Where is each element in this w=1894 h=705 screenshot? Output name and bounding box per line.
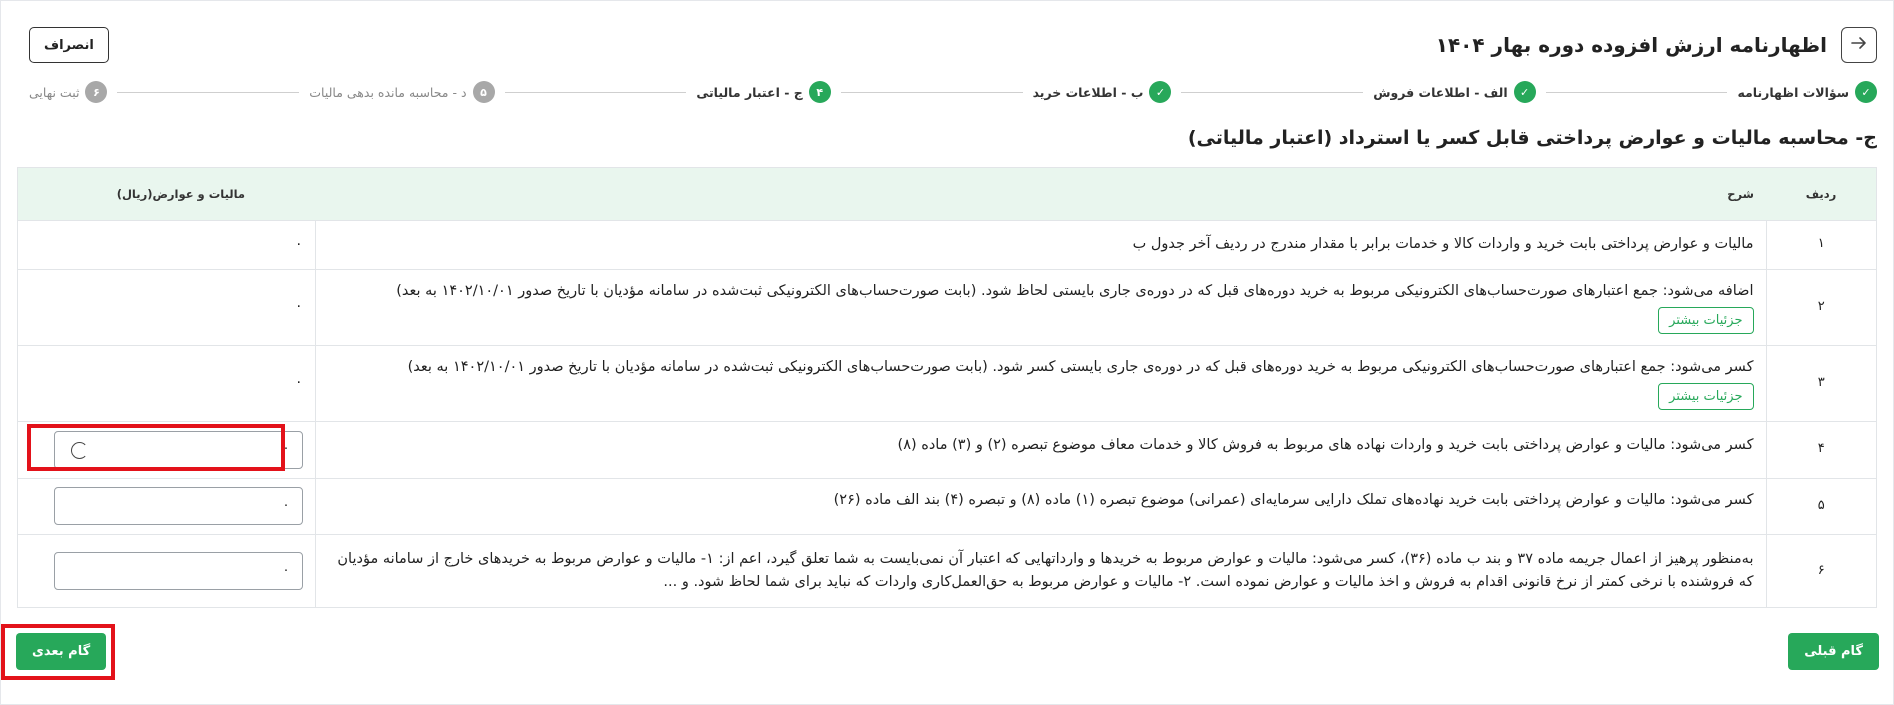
loading-spinner-icon <box>71 442 88 459</box>
row-number: ۳ <box>1766 345 1876 421</box>
amount-cell <box>18 345 315 421</box>
amount-cell <box>18 421 315 478</box>
table-row <box>18 534 1876 607</box>
more-details-button[interactable]: جزئیات بیشتر <box>1658 307 1753 334</box>
amount-value: ۰ <box>295 374 303 391</box>
page-title: اظهارنامه ارزش افزوده دوره بهار ۱۴۰۴ <box>1435 33 1827 57</box>
row-number: ۲ <box>1766 269 1876 345</box>
row-description: کسر می‌شود: مالیات و عوارض پرداختی بابت خرید نهاده‌های تملک دارایی سرمایه‌ای (عمرانی) موضوع تبصره (۱) ماده (۸) و تبصره (۴) بند الف ماده (۲۶) <box>315 478 1766 534</box>
row-description: کسر می‌شود: مالیات و عوارض پرداختی بابت خرید و واردات نهاده های مربوط به فروش کالا و خدمات معاف موضوع تبصره (۲) و (۳) ماده (۸) <box>315 421 1766 478</box>
step-final[interactable] <box>29 81 107 103</box>
step-connector <box>505 92 687 93</box>
amount-input[interactable] <box>54 431 303 469</box>
step-connector <box>1181 92 1363 93</box>
table-row <box>18 478 1876 534</box>
row-description: اضافه می‌شود: جمع اعتبارهای صورت‌حساب‌های الکترونیکی مربوط به خرید دوره‌های قبل که در دوره‌ی جاری بایستی لحاظ شود. (بابت صورت‌حساب‌های الکترونیکی ثبت‌شده در سامانه مؤدیان با تاریخ صدور ۱۴۰۲/۱۰/۰۱ به بعد) <box>396 283 1754 300</box>
step-label: د - محاسبه مانده بدهی مالیات <box>309 84 467 100</box>
amount-value: ۰ <box>295 235 303 252</box>
amount-input-value: ۰ <box>282 441 290 457</box>
check-icon: ✓ <box>1149 81 1171 103</box>
amount-cell <box>18 269 315 345</box>
table-row <box>18 220 1876 269</box>
arrow-right-icon <box>1850 34 1868 56</box>
row-description: کسر می‌شود: جمع اعتبارهای صورت‌حساب‌های الکترونیکی مربوط به خرید دوره‌های قبل که در دوره‌ی جاری بایستی کسر شود. (بابت صورت‌حساب‌های الکترونیکی ثبت‌شده در سامانه مؤدیان با تاریخ صدور ۱۴۰۲/۱۰/۰۱ به بعد) <box>407 359 1754 376</box>
step-label: ثبت نهایی <box>29 84 80 100</box>
amount-cell <box>18 534 315 607</box>
next-step-button[interactable]: گام بعدی <box>16 633 106 670</box>
amount-input[interactable] <box>54 552 303 590</box>
amount-cell <box>18 478 315 534</box>
step-questions[interactable] <box>1737 81 1877 103</box>
step-tax-credit[interactable] <box>696 81 830 103</box>
row-description-cell <box>315 269 1766 345</box>
step-connector <box>1546 92 1728 93</box>
column-header-row: ردیف <box>1766 168 1876 220</box>
row-number: ۵ <box>1766 478 1876 534</box>
step-number: ۵ <box>473 81 495 103</box>
table-row <box>18 269 1876 345</box>
amount-cell <box>18 220 315 269</box>
step-label: ب - اطلاعات خرید <box>1032 84 1144 100</box>
tax-credit-table <box>17 167 1877 608</box>
amount-input[interactable] <box>54 487 303 525</box>
step-sales[interactable] <box>1373 81 1535 103</box>
row-description-cell <box>315 345 1766 421</box>
back-button[interactable] <box>1841 27 1877 63</box>
row-description: مالیات و عوارض پرداختی بابت خرید و واردات کالا و خدمات برابر با مقدار مندرج در ردیف آخر جدول ب <box>315 220 1766 269</box>
check-icon: ✓ <box>1514 81 1536 103</box>
step-label: ج - اعتبار مالیاتی <box>696 84 803 100</box>
row-description: به‌منظور پرهیز از اعمال جریمه ماده ۳۷ و بند ب ماده (۳۶)، کسر می‌شود: مالیات و عوارض مربوط به خریدها و وارداتهایی که اعتبار آن نمی‌بایست به شما تعلق گیرد، اعم از: ۱- مالیات و عوارض مربوط به خریدهای خارج از سامانه مؤدیان که فروشنده با نرخی کمتر از نرخ قانونی اقدام به فروش و اخذ مالیات و عوارض نموده است. ۲- مالیات و عوارض مربوط به حق‌العمل‌کاری واردات که نباید برای شما لحاظ شود. و ... <box>315 534 1766 607</box>
more-details-button[interactable]: جزئیات بیشتر <box>1658 383 1753 410</box>
previous-step-button[interactable]: گام قبلی <box>1788 633 1879 670</box>
amount-input-value: ۰ <box>282 562 290 578</box>
column-header-desc: شرح <box>315 168 1766 220</box>
step-label: الف - اطلاعات فروش <box>1373 84 1508 100</box>
step-connector <box>117 92 299 93</box>
table-header-row <box>18 168 1876 220</box>
header-title-group <box>1436 27 1877 63</box>
step-purchase[interactable] <box>1033 81 1172 103</box>
column-header-amount: مالیات و عوارض(ریال) <box>18 168 315 220</box>
check-icon: ✓ <box>1855 81 1877 103</box>
table-row <box>18 421 1876 478</box>
step-number: ۴ <box>809 81 831 103</box>
row-number: ۱ <box>1766 220 1876 269</box>
amount-input-value: ۰ <box>282 497 290 513</box>
row-number: ۶ <box>1766 534 1876 607</box>
cancel-button[interactable]: انصراف <box>29 27 109 63</box>
amount-value: ۰ <box>295 298 303 315</box>
step-number: ۶ <box>85 81 107 103</box>
section-title: ج- محاسبه مالیات و عوارض پرداختی قابل کسر یا استرداد (اعتبار مالیاتی) <box>1187 127 1877 149</box>
page-header <box>29 25 1877 65</box>
row-number: ۴ <box>1766 421 1876 478</box>
step-balance[interactable] <box>309 81 494 103</box>
step-connector <box>841 92 1023 93</box>
step-label: سؤالات اظهارنامه <box>1737 84 1849 100</box>
table-row <box>18 345 1876 421</box>
stepper <box>29 80 1877 104</box>
